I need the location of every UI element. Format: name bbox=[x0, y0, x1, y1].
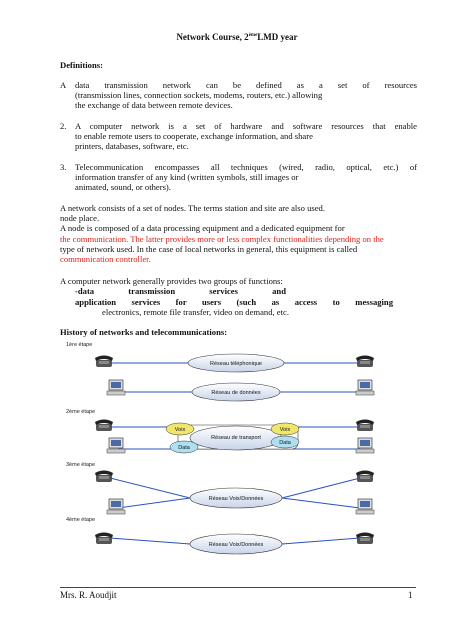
page-number: 1 bbox=[408, 590, 413, 600]
footer-author: Mrs. R. Aoudjit bbox=[60, 590, 117, 600]
phone-icon bbox=[95, 533, 113, 545]
computer-icon bbox=[107, 499, 125, 514]
phone-icon bbox=[356, 420, 374, 432]
definition-2-line2: to enable remote users to cooperate, exchange information, and share bbox=[75, 131, 313, 141]
paragraph-2-line1: A computer network generally provides two groups of functions: bbox=[60, 276, 283, 286]
history-heading: History of networks and telecommunications: bbox=[60, 327, 228, 337]
computer-icon bbox=[356, 438, 374, 453]
stage-2-label: 2ème étape bbox=[66, 409, 96, 415]
data-label-right: Data bbox=[279, 440, 291, 446]
computer-icon bbox=[356, 499, 374, 514]
stage-1-label: 1ère étape bbox=[66, 342, 93, 348]
paragraph-1-line4: the communication. The latter provides more or less complex functionalities depending on the bbox=[60, 234, 384, 244]
phone-icon bbox=[356, 533, 374, 545]
definition-2-number: 2. bbox=[60, 121, 67, 131]
phone-icon bbox=[95, 356, 113, 368]
voice-data-network-label-4: Réseau Voix/Données bbox=[208, 542, 264, 548]
definition-1-marker: A bbox=[60, 80, 67, 90]
stage-4-label: 4ème étape bbox=[66, 517, 96, 523]
definition-3-number: 3. bbox=[60, 162, 67, 172]
definition-2-line3: printers, databases, software, etc. bbox=[75, 141, 189, 151]
phone-icon bbox=[95, 471, 113, 483]
paragraph-1-line3: A node is composed of a data processing equipment and a dedicated equipment for bbox=[60, 223, 345, 233]
footer-divider bbox=[60, 587, 416, 588]
definition-1-line1: data transmission network can be defined as a set of resources bbox=[75, 80, 417, 90]
voice-data-network-label-3: Réseau Voix/Données bbox=[208, 496, 264, 502]
paragraph-1-line5: type of network used. In the case of local networks in general, this equipment is called bbox=[60, 244, 358, 254]
phone-icon bbox=[356, 356, 374, 368]
definition-1-line2: (transmission lines, connection sockets, modems, routers, etc.) allowing bbox=[75, 90, 323, 100]
definition-1-line3: the exchange of data between remote devices. bbox=[75, 100, 233, 110]
data-label-left: Data bbox=[178, 445, 190, 451]
paragraph-1-line6: communication controller. bbox=[60, 254, 151, 264]
computer-icon bbox=[107, 380, 125, 395]
computer-icon bbox=[107, 438, 125, 453]
paragraph-1-line1: A network consists of a set of nodes. The terms station and site are also used. bbox=[60, 203, 326, 213]
voice-label-right: Voix bbox=[279, 427, 291, 433]
definitions-heading: Definitions: bbox=[60, 60, 103, 70]
definition-3-line1: Telecommunication encompasses all techniques (wired, radio, optical, etc.) of bbox=[75, 162, 417, 172]
paragraph-2-line3: application services for users (such as access to messaging bbox=[75, 297, 393, 307]
voice-label-left: Voix bbox=[174, 427, 186, 433]
phone-icon bbox=[356, 471, 374, 483]
definition-2-line1: A computer network is a set of hardware and software resources that enable bbox=[75, 121, 417, 131]
computer-icon bbox=[356, 380, 374, 395]
network-history-diagram bbox=[0, 338, 474, 578]
transport-network-label: Réseau de transport bbox=[211, 435, 261, 441]
phone-icon bbox=[95, 420, 113, 432]
data-network-label: Réseau de données bbox=[211, 390, 261, 396]
definition-3-line2: information transfer of any kind (written symbols, still images or bbox=[75, 172, 299, 182]
stage-3-label: 3ème étape bbox=[66, 462, 96, 468]
paragraph-2-line2: -data transmission services and bbox=[75, 286, 286, 296]
page-title: Network Course, 2èmeLMD year bbox=[176, 32, 298, 42]
definition-3-line3: animated, sound, or others). bbox=[75, 182, 171, 192]
phone-network-label: Réseau téléphonique bbox=[210, 361, 262, 367]
paragraph-1-line2: node place. bbox=[60, 213, 100, 223]
paragraph-2-line4: electronics, remote file transfer, video on demand, etc. bbox=[102, 307, 289, 317]
